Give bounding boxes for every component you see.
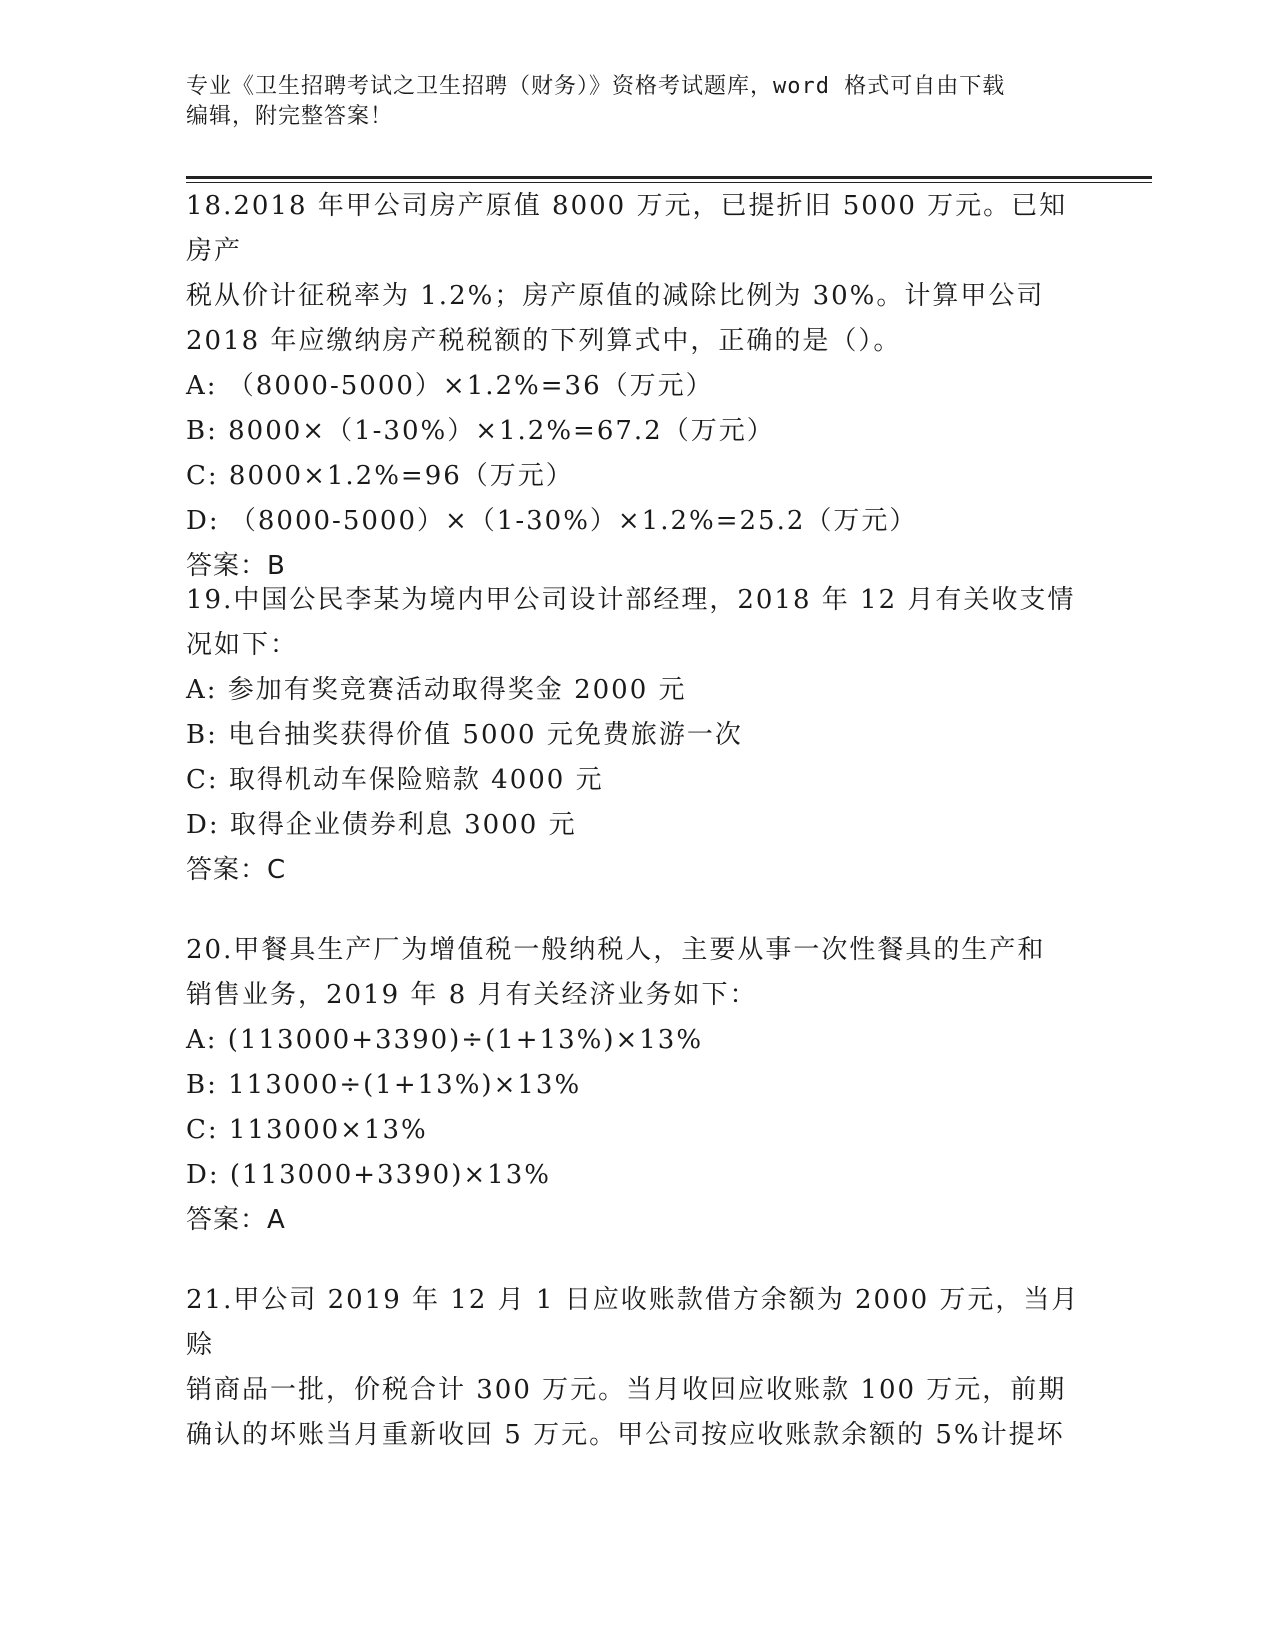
option-b: B: 8000×（1-30%）×1.2%=67.2（万元） (186, 416, 775, 446)
question-stem-line: 21.甲公司 2019 年 12 月 1 日应收账款借方余额为 2000 万元，当月赊 (186, 1285, 1080, 1360)
answer-text: 答案：B (186, 551, 286, 581)
option-d: D: （8000-5000）×（1-30%）×1.2%=25.2（万元） (186, 506, 918, 536)
question-stem-line: 销售业务，2019 年 8 月有关经济业务如下： (186, 980, 758, 1010)
option-a: A: （8000-5000）×1.2%=36（万元） (186, 371, 714, 401)
question-stem-line: 税从价计征税率为 1.2%；房产原值的减除比例为 30%。计算甲公司 (186, 281, 1045, 311)
answer-text: 答案：C (186, 855, 287, 885)
question-18 (186, 184, 1086, 589)
option-d: D: 取得企业债券利息 3000 元 (186, 810, 577, 840)
question-20 (186, 928, 1086, 1243)
option-c: C: 取得机动车保险赔款 4000 元 (186, 765, 604, 795)
option-d: D: (113000+3390)×13% (186, 1160, 551, 1190)
option-c: C: 113000×13% (186, 1115, 428, 1145)
question-stem-line: 销商品一批，价税合计 300 万元。当月收回应收账款 100 万元，前期 (186, 1375, 1067, 1405)
header-line-1: 专业《卫生招聘考试之卫生招聘（财务）》资格考试题库，word 格式可自由下载 (186, 74, 1006, 99)
question-stem-line: 18.2018 年甲公司房产原值 8000 万元，已提折旧 5000 万元。已知房产 (186, 191, 1068, 266)
option-b: B: 电台抽奖获得价值 5000 元免费旅游一次 (186, 720, 743, 750)
document-header (186, 72, 1066, 132)
question-stem-line: 19.中国公民李某为境内甲公司设计部经理，2018 年 12 月有关收支情 (186, 585, 1076, 615)
answer-text: 答案：A (186, 1205, 286, 1235)
question-stem-line: 2018 年应缴纳房产税税额的下列算式中，正确的是（）。 (186, 326, 902, 356)
header-divider-thick (186, 176, 1152, 179)
option-c: C: 8000×1.2%=96（万元） (186, 461, 574, 491)
question-19 (186, 578, 1086, 893)
header-line-2: 编辑，附完整答案！ (186, 104, 394, 129)
question-stem-line: 20.甲餐具生产厂为增值税一般纳税人，主要从事一次性餐具的生产和 (186, 935, 1046, 965)
question-stem-line: 况如下： (186, 630, 299, 660)
option-b: B: 113000÷(1+13%)×13% (186, 1070, 582, 1100)
option-a: A: (113000+3390)÷(1+13%)×13% (186, 1025, 704, 1055)
question-21 (186, 1278, 1086, 1458)
question-stem-line: 确认的坏账当月重新收回 5 万元。甲公司按应收账款余额的 5%计提坏 (186, 1420, 1065, 1450)
option-a: A: 参加有奖竞赛活动取得奖金 2000 元 (186, 675, 687, 705)
header-divider-thin (186, 182, 1152, 183)
